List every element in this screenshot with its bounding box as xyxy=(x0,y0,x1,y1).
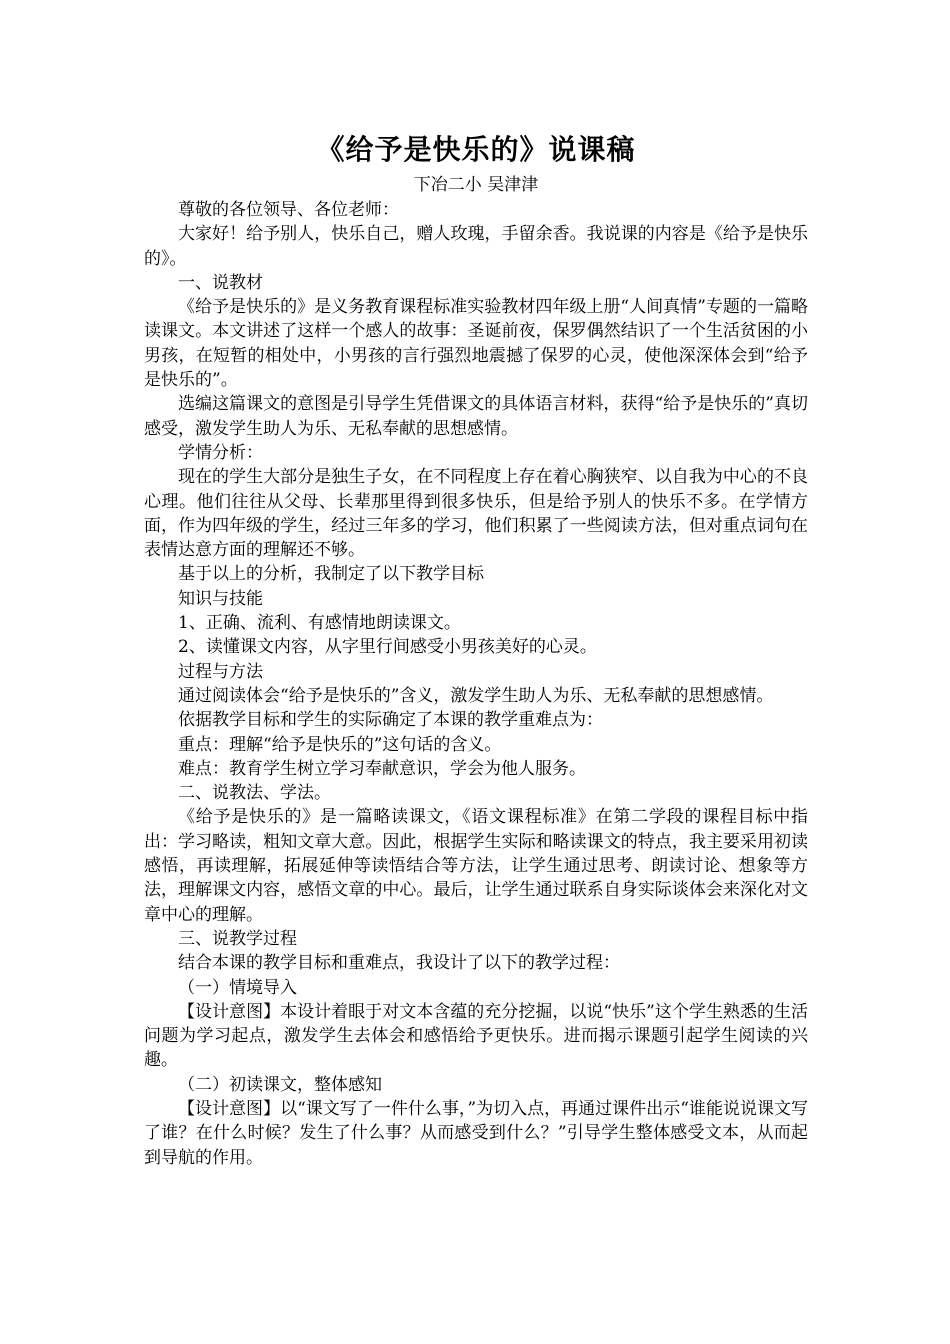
paragraph-learner-analysis: 现在的学生大部分是独生子女，在不同程度上存在着心胸狭窄、以自我为中心的不良心理。他们往往从父母、长辈那里得到很多快乐，但是给予别人的快乐不多。在学情方面，作为四年级的学生，经过三年多的学习，他们积累了一些阅读方法，但对重点词句在表情达意方面的理解还不够。 xyxy=(144,467,808,561)
paragraph-key-points-intro: 依据教学目标和学生的实际确定了本课的教学重难点为： xyxy=(178,710,603,731)
paragraph-greeting: 尊敬的各位领导、各位老师： xyxy=(178,200,399,220)
section-heading-methods: 二、说教法、学法。 xyxy=(178,783,331,804)
subheading-step-2: （二）初读课文，整体感知 xyxy=(178,1074,382,1095)
paragraph-intro: 大家好！给予别人，快乐自己，赠人玫瑰，手留余香。我说课的内容是《给予是快乐的》。 xyxy=(144,224,808,269)
document-author: 下冶二小 吴津津 xyxy=(413,175,539,195)
paragraph-process-intro: 结合本课的教学目标和重难点，我设计了以下的教学过程： xyxy=(178,953,620,974)
list-item-goal-2: 2、读懂课文内容，从字里行间感受小男孩美好的心灵。 xyxy=(178,637,597,658)
paragraph-textbook-summary: 《给予是快乐的》是义务教育课程标准实验教材四年级上册“人间真情”专题的一篇略读课文。本文讲述了这样一个感人的故事：圣诞前夜，保罗偶然结识了一个生活贫困的小男孩，在短暂的相处中，小男孩的言行强烈地震撼了保罗的心灵，使他深深体会到“给予是快乐的”。 xyxy=(144,297,808,391)
paragraph-methods: 《给予是快乐的》是一篇略读课文，《语文课程标准》在第二学段的课程目标中指出：学习略读，粗知文章大意。因此，根据学生实际和略读课文的特点，我主要采用初读感悟，再读理解，拓展延伸等读悟结合等方法，让学生通过思考、朗读讨论、想象等方法，理解课文内容，感悟文章的中心。最后，让学生通过联系自身实际谈体会来深化对文章中心的理解。 xyxy=(144,807,808,925)
document-title: 《给予是快乐的》说课稿 xyxy=(316,133,636,166)
list-item-goal-1: 1、正确、流利、有感情地朗读课文。 xyxy=(178,613,461,634)
paragraph-difficult-point: 难点：教育学生树立学习奉献意识，学会为他人服务。 xyxy=(178,758,586,779)
paragraph-step-1-intent: 【设计意图】本设计着眼于对文本含蕴的充分挖掘，以说“快乐”这个学生熟悉的生活问题为学习起点，激发学生去体会和感悟给予更快乐。进而揭示课题引起学生阅读的兴趣。 xyxy=(144,1001,808,1071)
subheading-knowledge-skills: 知识与技能 xyxy=(178,588,263,609)
paragraph-goals-intro: 基于以上的分析，我制定了以下教学目标 xyxy=(178,564,484,585)
subheading-step-1: （一）情境导入 xyxy=(178,977,297,998)
subheading-process-method: 过程与方法 xyxy=(178,661,263,682)
paragraph-step-2-intent: 【设计意图】以“课文写了一件什么事，”为切入点，再通过课件出示“谁能说说课文写了谁？在什么时候？发生了什么事？从而感受到什么？”引导学生整体感受文本，从而起到导航的作用。 xyxy=(144,1098,808,1168)
subheading-learner-analysis: 学情分析： xyxy=(178,442,263,463)
document-page xyxy=(144,128,808,1170)
paragraph-textbook-intent: 选编这篇课文的意图是引导学生凭借课文的具体语言材料，获得“给予是快乐的”真切感受，激发学生助人为乐、无私奉献的思想感情。 xyxy=(144,394,808,439)
paragraph-process-method: 通过阅读体会“给予是快乐的”含义，激发学生助人为乐、无私奉献的思想感情。 xyxy=(178,685,774,706)
section-heading-process: 三、说教学过程 xyxy=(178,928,297,949)
paragraph-key-point: 重点：理解“给予是快乐的”这句话的含义。 xyxy=(178,734,502,755)
section-heading-textbook: 一、说教材 xyxy=(178,272,263,293)
